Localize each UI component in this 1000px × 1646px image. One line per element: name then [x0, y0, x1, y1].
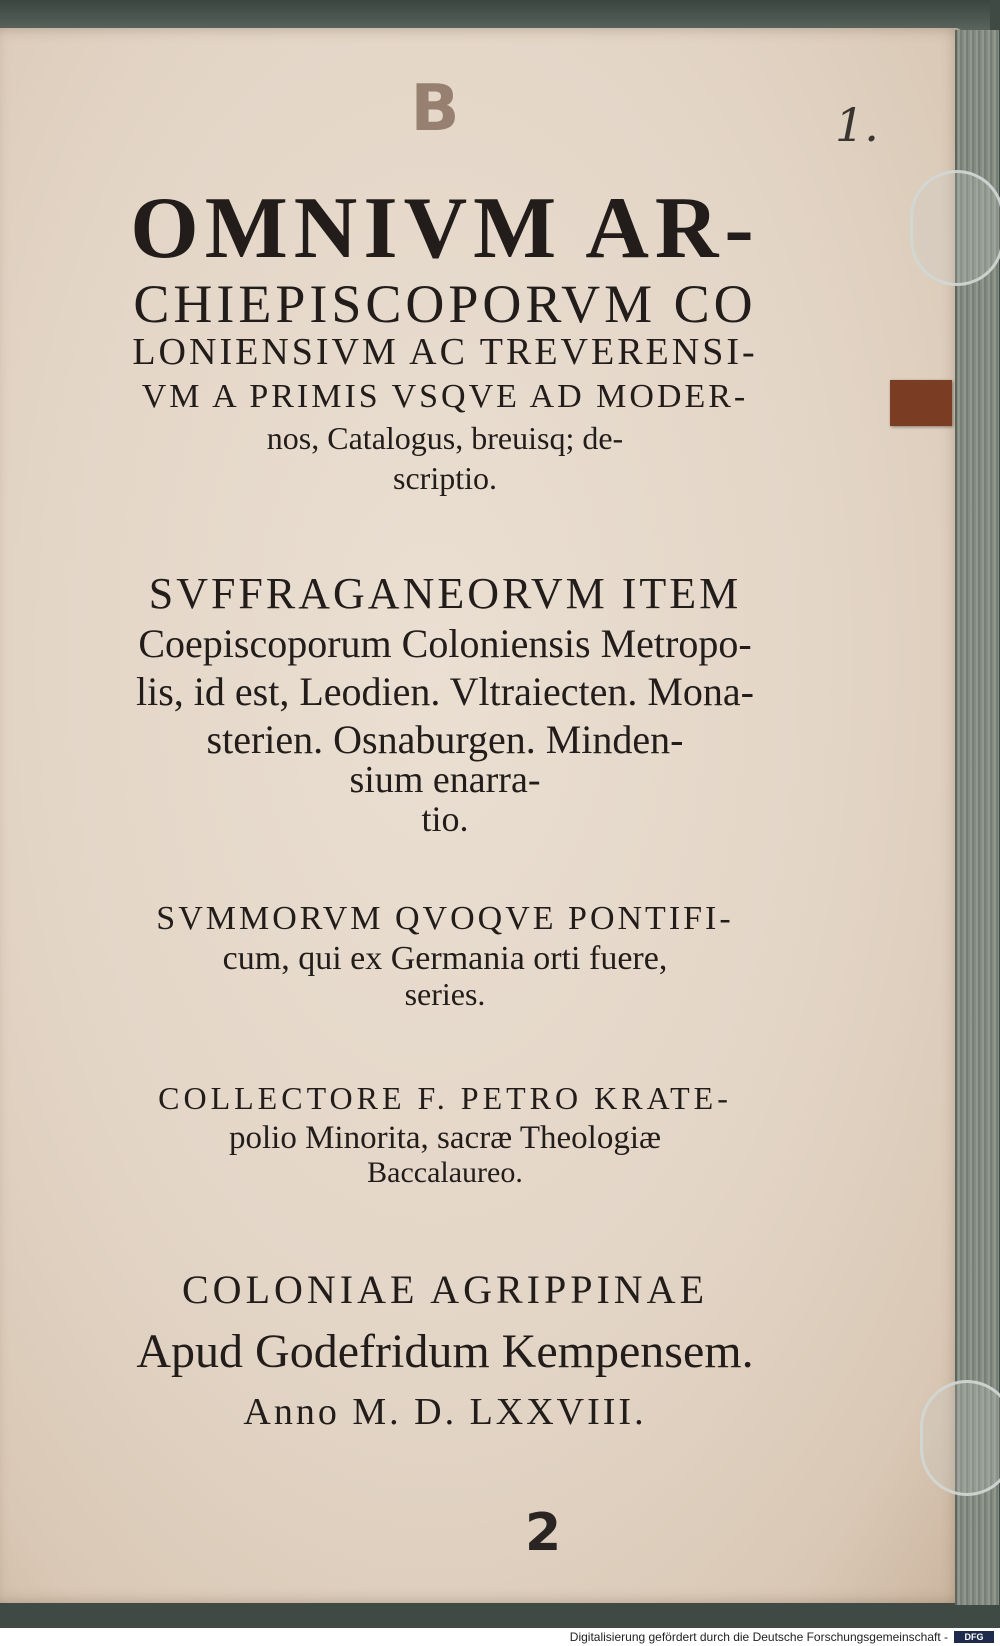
title-line-2: CHIEPISCOPORVM CO: [133, 274, 757, 334]
folio-number: 1.: [835, 98, 879, 152]
suffraganei-line-4: sterien. Osnaburgen. Minden-: [206, 717, 684, 762]
title-page: [0, 28, 962, 1603]
title-line-6: scriptio.: [393, 460, 497, 496]
title-line-1: OMNIVM AR-: [130, 180, 760, 277]
suffraganei-line-5: sium enarra-: [349, 759, 541, 801]
suffraganei-line-1: SVFFRAGANEORVM ITEM: [148, 569, 742, 618]
suffraganei-line-2: Coepiscoporum Coloniensis Metropo-: [138, 621, 752, 666]
bookmark-tab: [890, 380, 952, 426]
summi-line-3: series.: [404, 976, 486, 1012]
collector-line-2: polio Minorita, sacræ Theologiæ: [228, 1120, 661, 1156]
suffraganei-line-6: tio.: [421, 799, 469, 839]
imprint-place: COLONIAE AGRIPPINAE: [182, 1267, 708, 1312]
page-clip-icon: [920, 1380, 1000, 1496]
dfg-logo-icon: DFG: [954, 1631, 994, 1643]
title-line-5: nos, Catalogus, breuisq; de-: [266, 420, 624, 456]
page-clip-icon: [910, 170, 1000, 286]
summi-line-1: SVMMORVM QVOQVE PONTIFI-: [156, 900, 734, 937]
library-stamp: B: [410, 72, 460, 146]
collector-line-1: COLLECTORE F. PETRO KRATE-: [158, 1080, 732, 1116]
book-top-edge: [0, 0, 990, 30]
pencil-page-mark: 2: [525, 1503, 562, 1563]
title-line-4: VM A PRIMIS VSQVE AD MODER-: [141, 378, 749, 415]
digitization-footer: [0, 1628, 1000, 1646]
suffraganei-line-3: lis, id est, Leodien. Vltraiecten. Mona-: [136, 669, 754, 714]
title-line-3: LONIENSIVM AC TREVERENSI-: [132, 331, 758, 373]
collector-line-3: Baccalaureo.: [367, 1156, 523, 1189]
funding-credit: Digitalisierung gefördert durch die Deutsche Forschungsgemeinschaft -: [569, 1630, 948, 1644]
imprint-printer: Apud Godefridum Kempensem.: [136, 1325, 754, 1378]
imprint-year: Anno M. D. LXXVIII.: [243, 1391, 647, 1433]
summi-line-2: cum, qui ex Germania orti fuere,: [222, 940, 668, 977]
